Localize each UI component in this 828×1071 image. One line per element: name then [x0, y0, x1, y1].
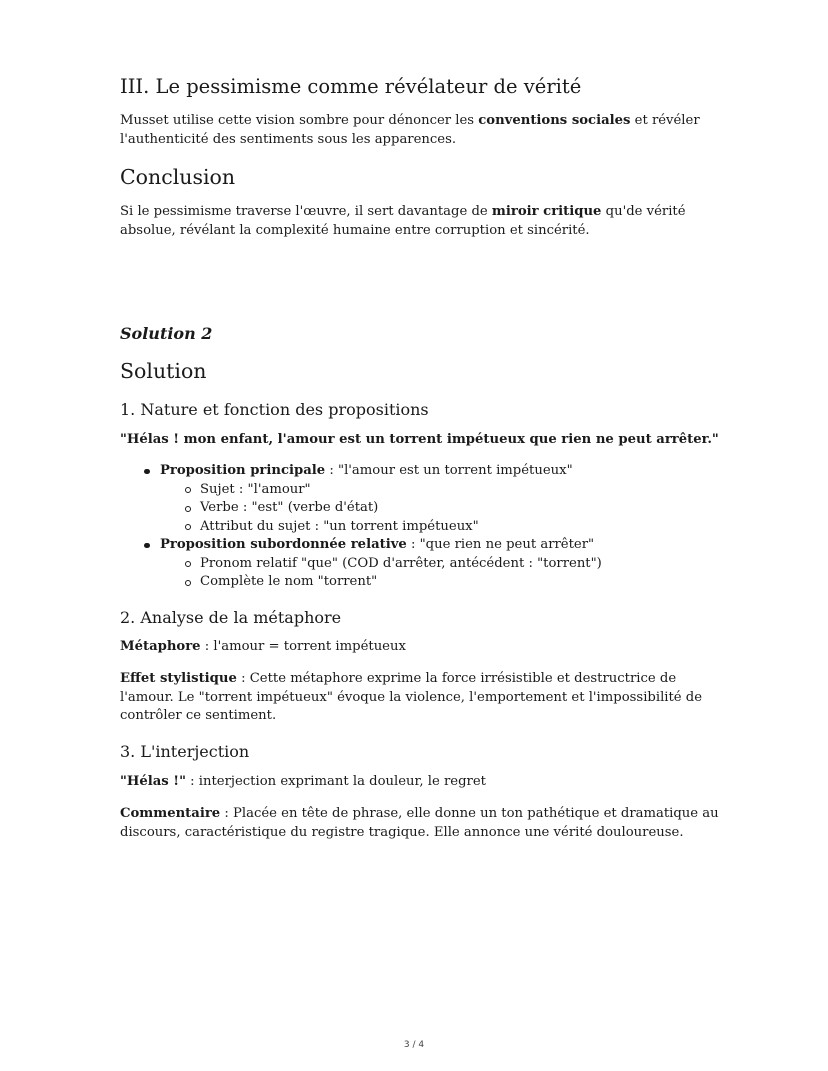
list-item: Proposition subordonnée relative : "que rien ne peut arrêter"	[120, 536, 720, 555]
bullet-disc-icon	[144, 469, 150, 475]
list-subitem: Sujet : "l'amour"	[120, 481, 720, 500]
effect-paragraph: Effet stylistique : Cette métaphore exprime la force irrésistible et destructrice de l'amour. Le "torrent impétueux" évoque la violence, l'emportement et l'impossibilité de contrôler ce sentiment.	[120, 671, 703, 723]
solution-heading: Solution	[120, 359, 207, 383]
emphasis-miroir-critique: miroir critique	[491, 204, 602, 219]
list-subitem: Attribut du sujet : "un torrent impétueux"	[120, 518, 720, 537]
solution-label: Solution 2	[120, 324, 213, 343]
bullet-disc-icon	[144, 543, 150, 549]
conclusion-paragraph: Si le pessimisme traverse l'œuvre, il sert davantage de miroir critique qu'de vérité absolue, révélant la complexité humaine entre corruption et sincérité.	[120, 204, 686, 238]
bullet-circle-icon	[185, 580, 191, 586]
propositions-list	[120, 462, 720, 592]
list-subitem: Pronom relatif "que" (COD d'arrêter, antécédent : "torrent")	[120, 555, 720, 574]
bullet-circle-icon	[185, 487, 191, 493]
subheading-propositions: 1. Nature et fonction des propositions	[120, 400, 429, 419]
subheading-metaphore: 2. Analyse de la métaphore	[120, 608, 342, 627]
list-subitem: Complète le nom "torrent"	[120, 573, 720, 592]
list-item: Proposition principale : "l'amour est un torrent impétueux"	[120, 462, 720, 481]
bullet-circle-icon	[185, 561, 191, 567]
bullet-circle-icon	[185, 506, 191, 512]
metaphor-line: Métaphore : l'amour = torrent impétueux	[120, 639, 406, 654]
bullet-circle-icon	[185, 524, 191, 530]
section-heading-part3: III. Le pessimisme comme révélateur de vérité	[120, 75, 582, 98]
part3-paragraph: Musset utilise cette vision sombre pour dénoncer les conventions sociales et révéler l'authenticité des sentiments sous les apparences.	[120, 113, 700, 147]
list-subitem: Verbe : "est" (verbe d'état)	[120, 499, 720, 518]
interjection-line: "Hélas !" : interjection exprimant la douleur, le regret	[120, 774, 486, 789]
emphasis-conventions-sociales: conventions sociales	[478, 113, 631, 128]
comment-paragraph: Commentaire : Placée en tête de phrase, elle donne un ton pathétique et dramatique au discours, caractéristique du registre tragique. Elle annonce une vérité douloureuse.	[120, 806, 719, 840]
quote-line: "Hélas ! mon enfant, l'amour est un torrent impétueux que rien ne peut arrêter."	[120, 432, 719, 447]
page-number: 3 / 4	[403, 1040, 425, 1050]
subheading-interjection: 3. L'interjection	[120, 742, 250, 761]
conclusion-heading: Conclusion	[120, 165, 236, 189]
